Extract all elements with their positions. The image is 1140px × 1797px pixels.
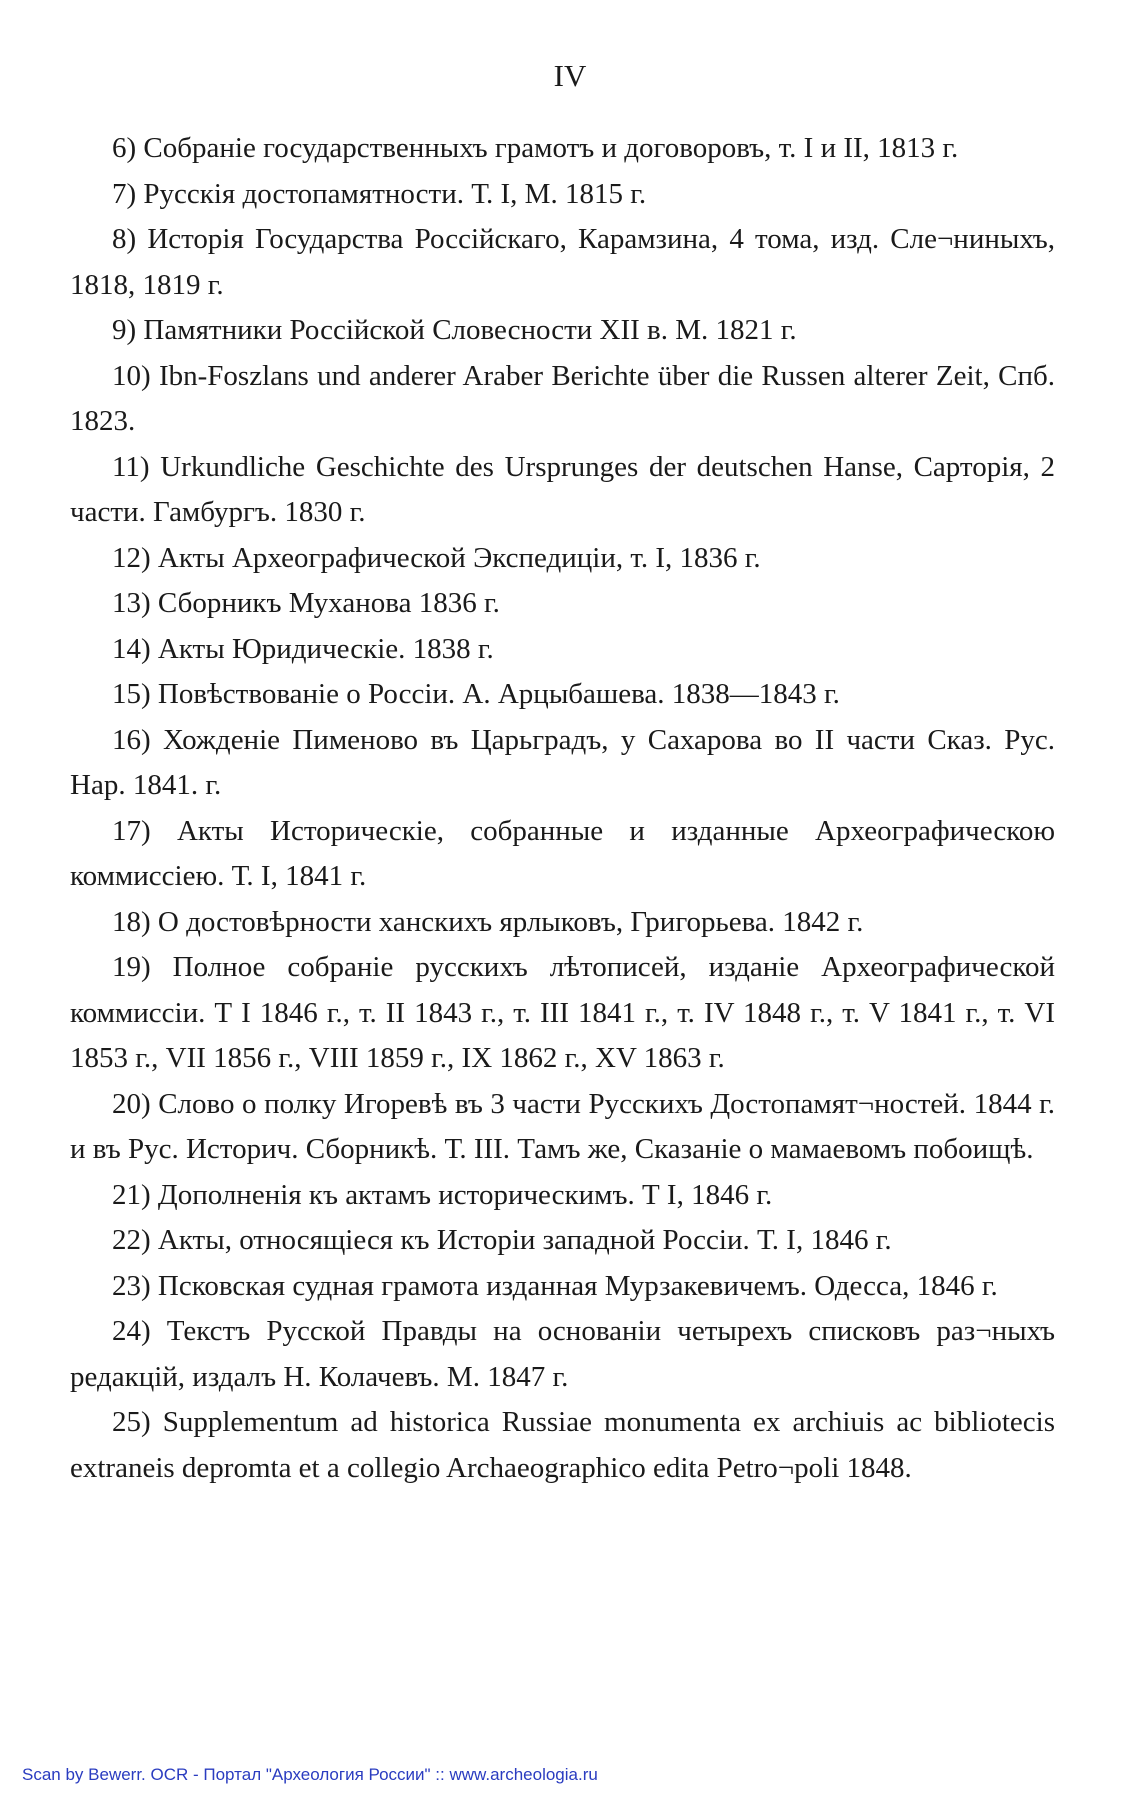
page-number: IV <box>553 58 587 93</box>
bibliography-entry-11: 11) Urkundliche Geschichte des Ursprunges der deutschen Hanse, Сарторія, 2 части. Гамбургъ. 1830 г. <box>70 450 1055 528</box>
bibliography-entry-17: 17) Акты Историческіе, собранные и изданные Археографическою коммиссіею. Т. I, 1841 г. <box>70 814 1055 892</box>
bibliography-entry-20: 20) Слово о полку Игоревѣ въ 3 части Русскихъ Достопамят¬ностей. 1844 г. и въ Рус. Историч. Сборникѣ. Т. III. Тамъ же, Сказаніе о мамаевомъ побоищѣ. <box>70 1087 1055 1165</box>
bibliography-entry-12: 12) Акты Археографической Экспедиціи, т. I, 1836 г. <box>112 541 761 574</box>
bibliography-entry-8: 8) Исторія Государства Россійскаго, Карамзина, 4 тома, изд. Сле¬ниныхъ, 1818, 1819 г. <box>70 223 1055 301</box>
bibliography-entry-10: 10) Ibn-Foszlans und anderer Araber Berichte über die Russen alterer Zeit, Спб. 1823. <box>70 359 1055 437</box>
bibliography-entry-19: 19) Полное собраніе русскихъ лѣтописей, изданіе Археографической коммиссіи. Т I 1846 г., т. II 1843 г., т. III 1841 г., т. IV 1848 г., т. V 1841 г., т. VI 1853 г., VII 1856 г., VIII 1859 г., IX 1862 г., XV 1863 г. <box>70 951 1055 1074</box>
bibliography-entry-9: 9) Памятники Россійской Словесности XII в. М. 1821 г. <box>112 314 797 346</box>
bibliography-entry-21: 21) Дополненія къ актамъ историческимъ. Т I, 1846 г. <box>112 1178 773 1211</box>
bibliography-entry-25: 25) Supplementum ad historica Russiae monumenta ex archiuis ac bibliotecis extraneis depromta et a collegio Archaeographico edita Petro¬poli 1848. <box>70 1406 1055 1484</box>
scan-credit-footer: Scan by Bewerr. OCR - Портал "Археология России" :: www.archeologia.ru <box>22 1765 598 1784</box>
bibliography-list <box>70 126 1055 1491</box>
bibliography-entry-24: 24) Текстъ Русской Правды на основаніи четырехъ списковъ раз¬ныхъ редакцій, издалъ Н. Колачевъ. М. 1847 г. <box>70 1315 1055 1393</box>
bibliography-entry-13: 13) Сборникъ Муханова 1836 г. <box>112 587 500 619</box>
bibliography-entry-15: 15) Повѣствованіе о Россіи. А. Арцыбашева. 1838—1843 г. <box>112 678 840 710</box>
bibliography-entry-22: 22) Акты, относящіеся къ Исторіи западной Россіи. Т. I, 1846 г. <box>112 1224 892 1256</box>
bibliography-entry-6: 6) Собраніе государственныхъ грамотъ и договоровъ, т. I и II, 1813 г. <box>112 132 959 164</box>
bibliography-entry-16: 16) Хожденіе Пименово въ Царьградъ, у Сахарова во II части Сказ. Рус. Нар. 1841. г. <box>70 723 1055 801</box>
bibliography-entry-14: 14) Акты Юридическіе. 1838 г. <box>112 632 494 665</box>
bibliography-entry-7: 7) Русскія достопамятности. Т. I, М. 1815 г. <box>112 177 647 210</box>
bibliography-entry-23: 23) Псковская судная грамота изданная Мурзакевичемъ. Одесса, 1846 г. <box>112 1269 998 1302</box>
bibliography-entry-18: 18) О достовѣрности ханскихъ ярлыковъ, Григорьева. 1842 г. <box>112 905 864 938</box>
